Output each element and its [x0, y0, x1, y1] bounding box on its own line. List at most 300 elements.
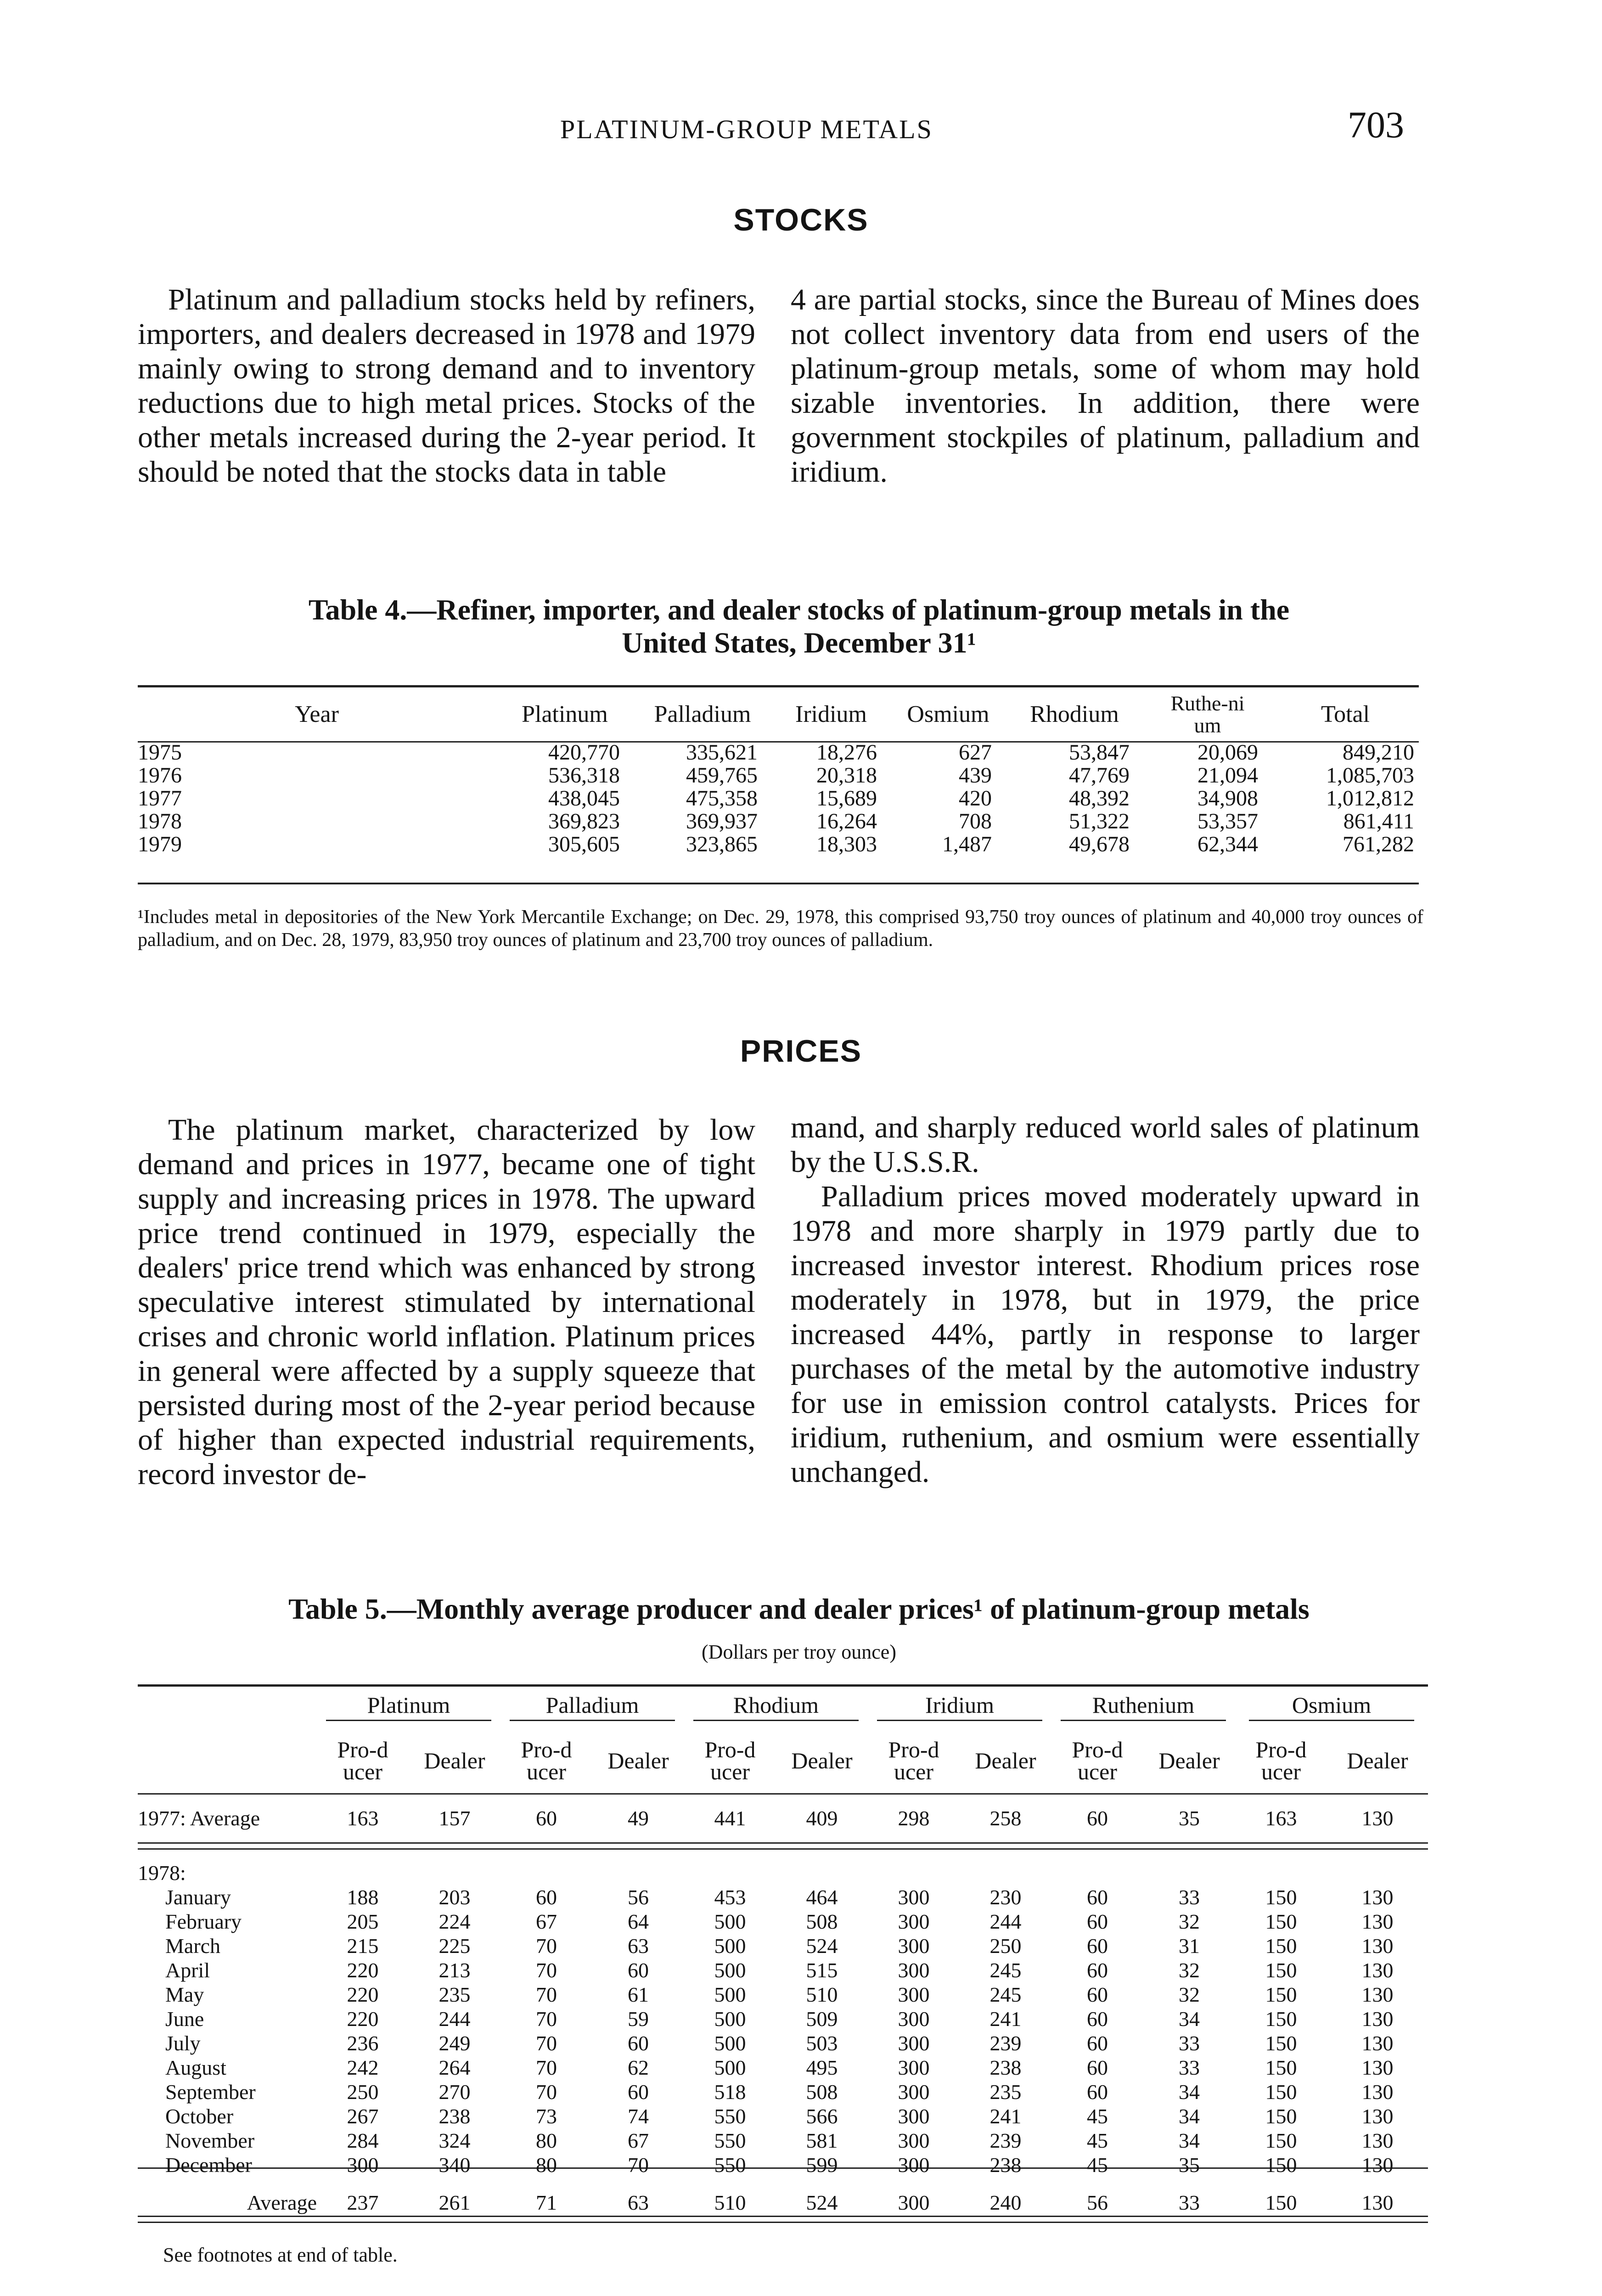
table5-value-cell: 163	[347, 1806, 379, 1830]
table5-value-cell: 60	[1087, 2056, 1108, 2079]
table4-value-cell: 323,865	[686, 832, 758, 856]
table5-value-cell: 250	[347, 2080, 379, 2104]
table5-value-cell: 500	[714, 1958, 746, 1982]
table5-value-cell: 130	[1361, 2190, 1394, 2214]
table5-value-cell: 157	[438, 1806, 471, 1830]
table4-value-cell: 439	[959, 763, 992, 788]
table4-row	[138, 787, 1419, 810]
table5-metal-label: Osmium	[1249, 1694, 1414, 1721]
table5-month-row	[138, 1934, 1428, 1958]
table5-row-label: Average	[247, 2190, 317, 2214]
table5-value-cell: 70	[536, 2007, 557, 2031]
table5-value-cell: 60	[1087, 1910, 1108, 1933]
table5-value-cell: 60	[628, 2032, 649, 2055]
table5-value-cell: 70	[536, 2056, 557, 2079]
table5-dealer-subheader: Dealer	[607, 1748, 669, 1773]
table5-value-cell: 61	[628, 1983, 649, 2006]
table5-metal-header	[684, 1687, 868, 1728]
prices-col1: The platinum market, characterized by low demand and prices in 1977, became one of tight supply and increasing prices in 1978. The upward price trend continued in 1979, especially the dealers' price trend which was enhanced by strong speculative interest stimulated by international crises and chronic world inflation. Platinum prices in general were affected by a supply squeeze that persisted during most of the 2-year period because of higher than expected industrial requirements, record investor de-	[138, 1113, 755, 1491]
table5-value-cell: 150	[1265, 1885, 1297, 1909]
table5-value-cell: 45	[1087, 2105, 1108, 2128]
table5-value-cell: 300	[898, 1983, 930, 2006]
table4-value-cell: 34,908	[1197, 786, 1258, 810]
table5-value-cell: 130	[1361, 2129, 1394, 2152]
table5-month-row	[138, 2128, 1428, 2153]
table5-stub-sub	[138, 1728, 317, 1793]
table5-row-label: December	[165, 2153, 252, 2177]
table4-value-cell: 21,094	[1197, 763, 1258, 788]
table4-value-cell: 1,085,703	[1326, 763, 1414, 788]
table5-value-cell: 150	[1265, 2153, 1297, 2177]
table5-value-cell: 130	[1361, 2105, 1394, 2128]
table5-month-row	[138, 2007, 1428, 2031]
table5-value-cell: 224	[438, 1910, 471, 1933]
table5-month-row	[138, 1982, 1428, 2007]
table5-value-cell: 510	[806, 1983, 838, 2006]
table5-value-cell: 524	[806, 2190, 838, 2214]
table5-value-cell: 188	[347, 1885, 379, 1909]
table4-value-cell: 18,276	[816, 740, 877, 765]
table5-value-cell: 150	[1265, 1910, 1297, 1933]
table5-value-cell: 225	[438, 1934, 471, 1958]
table5-value-cell: 213	[438, 1958, 471, 1982]
table5-value-cell: 59	[628, 2007, 649, 2031]
table4-value-cell: 305,605	[548, 832, 620, 856]
table5-value-cell: 300	[898, 1910, 930, 1933]
table5-value-cell: 220	[347, 2007, 379, 2031]
table5-producer-subheader	[868, 1728, 960, 1793]
table5-value-cell: 45	[1087, 2129, 1108, 2152]
table5-value-cell: 515	[806, 1958, 838, 1982]
table4-year-cell: 1978	[138, 810, 182, 833]
table5-value-cell: 33	[1179, 1885, 1200, 1909]
prices-col2-para1: mand, and sharply reduced world sales of platinum by the U.S.S.R.	[791, 1111, 1420, 1179]
table5-value-cell: 150	[1265, 2105, 1297, 2128]
table5-value-cell: 34	[1179, 2080, 1200, 2104]
table5-value-cell: 74	[628, 2105, 649, 2128]
table4-value-cell: 53,357	[1197, 809, 1258, 833]
table5-value-cell: 300	[898, 2007, 930, 2031]
table5-value-cell: 300	[898, 2129, 930, 2152]
table4-value-cell: 1,012,812	[1326, 786, 1414, 810]
table4-value-cell: 475,358	[686, 786, 758, 810]
table5-value-cell: 258	[989, 1806, 1022, 1830]
table5-value-cell: 500	[714, 2032, 746, 2055]
table5-value-cell: 244	[989, 1910, 1022, 1933]
table5-value-cell: 67	[536, 1910, 557, 1933]
table5-value-cell: 150	[1265, 2190, 1297, 2214]
table5-value-cell: 550	[714, 2105, 746, 2128]
table5-month-row	[138, 1885, 1428, 1909]
table5-value-cell: 203	[438, 1885, 471, 1909]
table5-value-cell: 70	[536, 1958, 557, 1982]
table4-value-cell: 18,303	[816, 832, 877, 856]
table4-caption	[138, 593, 1460, 659]
table5-value-cell: 300	[898, 2105, 930, 2128]
table4-value-cell: 627	[959, 740, 992, 765]
table5-value-cell: 240	[989, 2190, 1022, 2214]
table5-metal-label: Iridium	[877, 1694, 1042, 1721]
table4-col-total: Total	[1321, 701, 1370, 727]
table5-value-cell: 130	[1361, 1885, 1394, 1909]
table5-row-label: October	[165, 2105, 234, 2128]
table5-value-cell: 150	[1265, 2129, 1297, 2152]
page-number: 703	[1348, 104, 1404, 146]
table5-value-cell: 300	[898, 2056, 930, 2079]
table4-year-cell: 1979	[138, 833, 182, 856]
table5-value-cell: 56	[1087, 2190, 1108, 2214]
table5-value-cell: 80	[536, 2129, 557, 2152]
table5-value-cell: 518	[714, 2080, 746, 2104]
table5-dealer-subheader: Dealer	[975, 1748, 1036, 1773]
table5-producer-label: Pro-ducer	[521, 1737, 572, 1784]
table5-value-cell: 130	[1361, 1806, 1394, 1830]
stocks-col2: 4 are partial stocks, since the Bureau of Mines does not collect inventory data from end users of the platinum-group metals, some of whom may hold sizable inventories. In addition, there were government stockpiles of platinum, palladium and iridium.	[791, 283, 1420, 489]
table5-value-cell: 238	[989, 2056, 1022, 2079]
table5-value-cell: 503	[806, 2032, 838, 2055]
table5-value-cell: 524	[806, 1934, 838, 1958]
table5-value-cell: 60	[1087, 1934, 1108, 1958]
table5-producer-subheader	[684, 1728, 776, 1793]
table4-col-iridium: Iridium	[795, 701, 867, 727]
table4-row	[138, 810, 1419, 833]
table5-row-label: June	[165, 2007, 204, 2031]
table5-value-cell: 250	[989, 1934, 1022, 1958]
table4-value-cell: 369,937	[686, 809, 758, 833]
table5-row-label: November	[165, 2129, 255, 2152]
table4-row	[138, 741, 1419, 764]
table5-value-cell: 509	[806, 2007, 838, 2031]
running-header: PLATINUM-GROUP METALS	[560, 114, 933, 144]
table5-value-cell: 32	[1179, 1958, 1200, 1982]
table5-month-row	[138, 2080, 1428, 2104]
table4-col-palladium: Palladium	[654, 701, 751, 727]
table5-value-cell: 150	[1265, 2007, 1297, 2031]
table5-value-cell: 130	[1361, 1958, 1394, 1982]
table5-value-cell: 56	[628, 1885, 649, 1909]
table4-value-cell: 16,264	[816, 809, 877, 833]
table5-row-label: September	[165, 2080, 256, 2104]
table5-row-label: July	[165, 2032, 201, 2055]
table5-row-label: January	[165, 1885, 231, 1909]
table5-row-label: February	[165, 1910, 242, 1933]
table5-value-cell: 550	[714, 2153, 746, 2177]
table5	[138, 1687, 1428, 2228]
table5-row-label: 1977: Average	[138, 1806, 260, 1830]
table5-value-cell: 71	[536, 2190, 557, 2214]
table5-value-cell: 34	[1179, 2129, 1200, 2152]
table5-metal-label: Palladium	[510, 1694, 675, 1721]
table5-dealer-subheader: Dealer	[1158, 1748, 1220, 1773]
table5-value-cell: 495	[806, 2056, 838, 2079]
table5-metal-label: Ruthenium	[1061, 1694, 1226, 1721]
table5-value-cell: 500	[714, 2007, 746, 2031]
table5-value-cell: 441	[714, 1806, 746, 1830]
table5-metal-header	[1051, 1687, 1235, 1728]
table5-value-cell: 300	[898, 1958, 930, 1982]
table4-caption-line1: Table 4.—Refiner, importer, and dealer stocks of platinum-group metals in the	[308, 593, 1290, 626]
table5-sub-row	[138, 1728, 1428, 1793]
table5-value-cell: 238	[438, 2105, 471, 2128]
table5-value-cell: 49	[628, 1806, 649, 1830]
table5-value-cell: 409	[806, 1806, 838, 1830]
table5-value-cell: 261	[438, 2190, 471, 2214]
table5-value-cell: 150	[1265, 1983, 1297, 2006]
table5-value-cell: 67	[628, 2129, 649, 2152]
table5-value-cell: 45	[1087, 2153, 1108, 2177]
table5-value-cell: 130	[1361, 2056, 1394, 2079]
table5-value-cell: 239	[989, 2129, 1022, 2152]
table5-value-cell: 35	[1179, 2153, 1200, 2177]
table5-value-cell: 284	[347, 2129, 379, 2152]
table5-value-cell: 60	[628, 1958, 649, 1982]
table5-value-cell: 150	[1265, 2080, 1297, 2104]
table5-value-cell: 150	[1265, 2056, 1297, 2079]
table4-value-cell: 708	[959, 809, 992, 833]
table5-value-cell: 73	[536, 2105, 557, 2128]
table5-value-cell: 130	[1361, 2153, 1394, 2177]
table4-col-ruthenium	[1143, 687, 1272, 741]
table5-producer-subheader	[1235, 1728, 1327, 1793]
table5-month-row	[138, 1909, 1428, 1934]
stocks-col1: Platinum and palladium stocks held by refiners, importers, and dealers decreased in 1978 and 1979 mainly owing to strong demand and to inventory reductions due to high metal prices. Stocks of the other metals increased during the 2-year period. It should be noted that the stocks data in table	[138, 283, 755, 489]
table5-value-cell: 241	[989, 2007, 1022, 2031]
table5-value-cell: 60	[536, 1806, 557, 1830]
table4-value-cell: 49,678	[1069, 832, 1130, 856]
table5-value-cell: 70	[536, 1934, 557, 1958]
table5-value-cell: 300	[898, 2032, 930, 2055]
table5-value-cell: 70	[628, 2153, 649, 2177]
table5-stub-head	[138, 1687, 317, 1728]
table5-dealer-subheader: Dealer	[1347, 1748, 1408, 1773]
table5-value-cell: 150	[1265, 1934, 1297, 1958]
prices-heading: PRICES	[740, 1034, 862, 1069]
table5-value-cell: 130	[1361, 2080, 1394, 2104]
table5-value-cell: 60	[1087, 1983, 1108, 2006]
table4-row	[138, 764, 1419, 787]
table5-value-cell: 130	[1361, 1910, 1394, 1933]
table5-value-cell: 500	[714, 1910, 746, 1933]
table4-year-cell: 1975	[138, 741, 182, 764]
table4-value-cell: 53,847	[1069, 740, 1130, 765]
table5-value-cell: 300	[898, 2153, 930, 2177]
table5-row-label: August	[165, 2056, 226, 2079]
table5-value-cell: 508	[806, 2080, 838, 2104]
table5-value-cell: 324	[438, 2129, 471, 2152]
table4-value-cell: 62,344	[1197, 832, 1258, 856]
table5-value-cell: 270	[438, 2080, 471, 2104]
table5-value-cell: 33	[1179, 2190, 1200, 2214]
table5-value-cell: 150	[1265, 1958, 1297, 1982]
table5-value-cell: 235	[438, 1983, 471, 2006]
table5-value-cell: 242	[347, 2056, 379, 2079]
table4-col-year: Year	[295, 701, 339, 727]
table5-avg1977-row	[138, 1793, 1428, 1843]
table5-value-cell: 62	[628, 2056, 649, 2079]
table5-value-cell: 238	[989, 2153, 1022, 2177]
table5-month-row	[138, 2055, 1428, 2080]
table5-value-cell: 237	[347, 2190, 379, 2214]
table5-value-cell: 60	[1087, 2080, 1108, 2104]
table5-month-row	[138, 2104, 1428, 2128]
table5-producer-label: Pro-ducer	[337, 1737, 388, 1784]
table5-value-cell: 60	[1087, 2032, 1108, 2055]
table5-value-cell: 33	[1179, 2056, 1200, 2079]
table5-dealer-subheader: Dealer	[424, 1748, 485, 1773]
table5-see-footnotes: See footnotes at end of table.	[163, 2244, 398, 2266]
table5-value-cell: 298	[898, 1806, 930, 1830]
table5-value-cell: 60	[1087, 1806, 1108, 1830]
table5-value-cell: 245	[989, 1958, 1022, 1982]
table5-metal-row	[138, 1687, 1428, 1728]
table5-value-cell: 150	[1265, 2032, 1297, 2055]
table5-producer-subheader	[1051, 1728, 1143, 1793]
table5-value-cell: 236	[347, 2032, 379, 2055]
table4-value-cell: 335,621	[686, 740, 758, 765]
table5-value-cell: 241	[989, 2105, 1022, 2128]
table5-value-cell: 220	[347, 1983, 379, 2006]
table5-value-cell: 264	[438, 2056, 471, 2079]
table5-value-cell: 34	[1179, 2105, 1200, 2128]
table5-value-cell: 60	[1087, 1958, 1108, 1982]
table4-value-cell: 536,318	[548, 763, 620, 788]
table5-month-row	[138, 1958, 1428, 1982]
table4-value-cell: 459,765	[686, 763, 758, 788]
table5-producer-label: Pro-ducer	[888, 1737, 939, 1784]
table5-value-cell: 550	[714, 2129, 746, 2152]
table5-metal-header	[500, 1687, 684, 1728]
table4-year-cell: 1976	[138, 764, 182, 787]
table5-value-cell: 244	[438, 2007, 471, 2031]
table5-value-cell: 130	[1361, 2032, 1394, 2055]
table5-value-cell: 130	[1361, 1983, 1394, 2006]
table5-metal-header	[317, 1687, 500, 1728]
table5-value-cell: 566	[806, 2105, 838, 2128]
table4-value-cell: 438,045	[548, 786, 620, 810]
table5-row-label: 1978:	[138, 1861, 186, 1885]
table5-value-cell: 130	[1361, 2007, 1394, 2031]
table4-value-cell: 1,487	[942, 832, 992, 856]
table5-value-cell: 130	[1361, 1934, 1394, 1958]
table4-value-cell: 369,823	[548, 809, 620, 833]
table5-producer-subheader	[317, 1728, 409, 1793]
table5-value-cell: 220	[347, 1958, 379, 1982]
table5-value-cell: 163	[1265, 1806, 1297, 1830]
table5-value-cell: 215	[347, 1934, 379, 1958]
table5-value-cell: 249	[438, 2032, 471, 2055]
table5-value-cell: 60	[628, 2080, 649, 2104]
table5-value-cell: 60	[536, 1885, 557, 1909]
table4-col-rhodium: Rhodium	[1030, 701, 1119, 727]
table5-avg1978-row	[138, 2177, 1428, 2228]
table4-col-platinum: Platinum	[522, 701, 608, 727]
table5-value-cell: 63	[628, 1934, 649, 1958]
table5-value-cell: 453	[714, 1885, 746, 1909]
table4-value-cell: 20,318	[816, 763, 877, 788]
prices-col2	[791, 1110, 1420, 1489]
table5-value-cell: 500	[714, 1983, 746, 2006]
table5-metal-label: Platinum	[326, 1694, 491, 1721]
table4-caption-line2: United States, December 31¹	[622, 626, 976, 659]
table4	[138, 687, 1419, 856]
table5-value-cell: 31	[1179, 1934, 1200, 1958]
table5-value-cell: 340	[438, 2153, 471, 2177]
table4-year-cell: 1977	[138, 787, 182, 810]
table5-value-cell: 300	[347, 2153, 379, 2177]
table5-value-cell: 63	[628, 2190, 649, 2214]
table5-value-cell: 33	[1179, 2032, 1200, 2055]
table5-value-cell: 300	[898, 2190, 930, 2214]
table5-row-label: May	[165, 1983, 204, 2006]
table5-value-cell: 35	[1179, 1806, 1200, 1830]
table5-value-cell: 300	[898, 2080, 930, 2104]
table4-col-osmium: Osmium	[907, 701, 989, 727]
table5-caption: Table 5.—Monthly average producer and dealer prices¹ of platinum-group metals	[288, 1593, 1310, 1625]
table4-value-cell: 48,392	[1069, 786, 1130, 810]
table4-value-cell: 47,769	[1069, 763, 1130, 788]
table5-producer-label: Pro-ducer	[704, 1737, 756, 1784]
table4-header-row	[138, 687, 1419, 741]
table5-value-cell: 32	[1179, 1983, 1200, 2006]
table5-value-cell: 599	[806, 2153, 838, 2177]
table5-value-cell: 267	[347, 2105, 379, 2128]
stocks-heading: STOCKS	[733, 203, 869, 237]
table4-value-cell: 20,069	[1197, 740, 1258, 765]
table5-value-cell: 300	[898, 1934, 930, 1958]
table5-month-row	[138, 2153, 1428, 2177]
table5-value-cell: 464	[806, 1885, 838, 1909]
table5-value-cell: 70	[536, 1983, 557, 2006]
table5-value-cell: 508	[806, 1910, 838, 1933]
table5-value-cell: 500	[714, 1934, 746, 1958]
table5-value-cell: 205	[347, 1910, 379, 1933]
prices-col2-para2: Palladium prices moved moderately upward in 1978 and more sharply in 1979 partly due to increased investor interest. Rhodium prices rose moderately in 1978, but in 1979, the price increased 44%, partly in response to larger purchases of the metal by the automotive industry for use in emission control catalysts. Prices for iridium, ruthenium, and osmium were essentially unchanged.	[791, 1180, 1420, 1489]
table5-row-label: March	[165, 1934, 221, 1958]
table5-value-cell: 230	[989, 1885, 1022, 1909]
table5-value-cell: 70	[536, 2032, 557, 2055]
table5-producer-label: Pro-ducer	[1255, 1737, 1307, 1784]
table5-value-cell: 60	[1087, 2007, 1108, 2031]
table4-value-cell: 761,282	[1343, 832, 1414, 856]
table4-value-cell: 420,770	[548, 740, 620, 765]
table5-value-cell: 500	[714, 2056, 746, 2079]
table5-month-row	[138, 2031, 1428, 2055]
table4-col-ruthenium-label: Ruthe-nium	[1170, 691, 1245, 737]
table5-value-cell: 60	[1087, 1885, 1108, 1909]
table5-subcaption: (Dollars per troy ounce)	[702, 1641, 896, 1663]
table5-metal-label: Rhodium	[693, 1694, 859, 1721]
table5-value-cell: 245	[989, 1983, 1022, 2006]
table5-value-cell: 32	[1179, 1910, 1200, 1933]
table5-year-row	[138, 1843, 1428, 1885]
table4-row	[138, 833, 1419, 856]
table5-value-cell: 510	[714, 2190, 746, 2214]
table5-value-cell: 80	[536, 2153, 557, 2177]
table4-value-cell: 51,322	[1069, 809, 1130, 833]
table4-footnote: ¹Includes metal in depositories of the New York Mercantile Exchange; on Dec. 29, 1978, this comprised 93,750 troy ounces of platinum and 40,000 troy ounces of palladium, and on Dec. 28, 1979, 83,950 troy ounces of platinum and 23,700 troy ounces of palladium.	[138, 906, 1423, 951]
table5-producer-subheader	[500, 1728, 592, 1793]
table5-producer-label: Pro-ducer	[1072, 1737, 1123, 1784]
table5-value-cell: 70	[536, 2080, 557, 2104]
table4-value-cell: 861,411	[1343, 809, 1414, 833]
table5-row-label: April	[165, 1958, 210, 1982]
table5-metal-header	[1235, 1687, 1428, 1728]
table5-value-cell: 239	[989, 2032, 1022, 2055]
table5-value-cell: 64	[628, 1910, 649, 1933]
table5-value-cell: 300	[898, 1885, 930, 1909]
table5-value-cell: 235	[989, 2080, 1022, 2104]
table5-metal-header	[868, 1687, 1051, 1728]
